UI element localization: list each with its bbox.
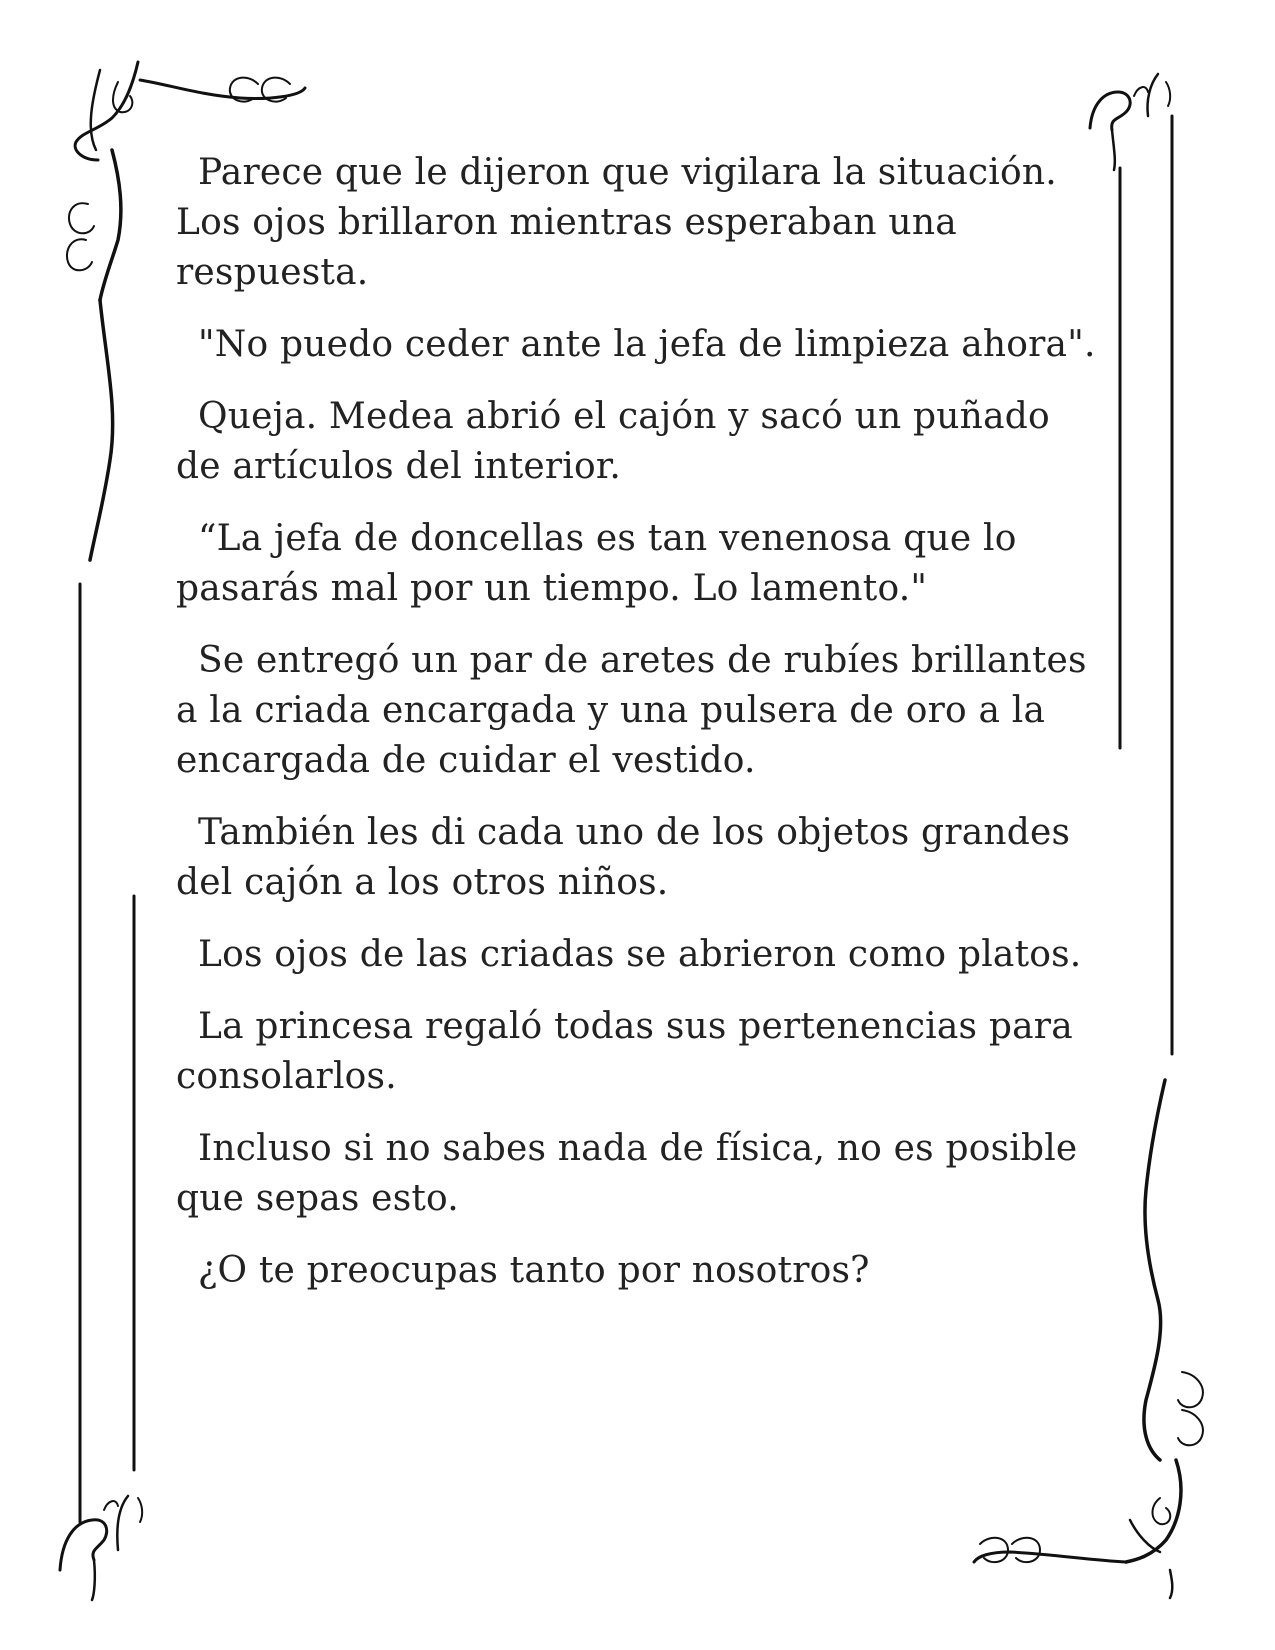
paragraph-8: La princesa regaló todas sus pertenencias para consolarlos. xyxy=(176,1006,1073,1097)
paragraph-4: “La jefa de doncellas es tan venenosa que lo pasarás mal por un tiempo. Lo lamento." xyxy=(176,518,1017,609)
paragraph-9: Incluso si no sabes nada de física, no es posible que sepas esto. xyxy=(176,1128,1078,1219)
paragraph-6: También les di cada uno de los objetos grandes del cajón a los otros niños. xyxy=(176,812,1071,903)
page-body-text xyxy=(176,148,1106,1318)
paragraph-2: "No puedo ceder ante la jefa de limpieza ahora". xyxy=(198,324,1096,365)
paragraph-10: ¿O te preocupas tanto por nosotros? xyxy=(198,1250,870,1291)
paragraph-7: Los ojos de las criadas se abrieron como platos. xyxy=(198,934,1082,975)
paragraph-3: Queja. Medea abrió el cajón y sacó un puñado de artículos del interior. xyxy=(176,396,1050,487)
bottom-left-flourish xyxy=(60,1496,142,1600)
paragraph-1: Parece que le dijeron que vigilara la situación. Los ojos brillaron mientras esperaban una respuesta. xyxy=(176,152,1057,293)
paragraph-5: Se entregó un par de aretes de rubíes brillantes a la criada encargada y una pulsera de oro a la encargada de cuidar el vestido. xyxy=(176,640,1087,781)
